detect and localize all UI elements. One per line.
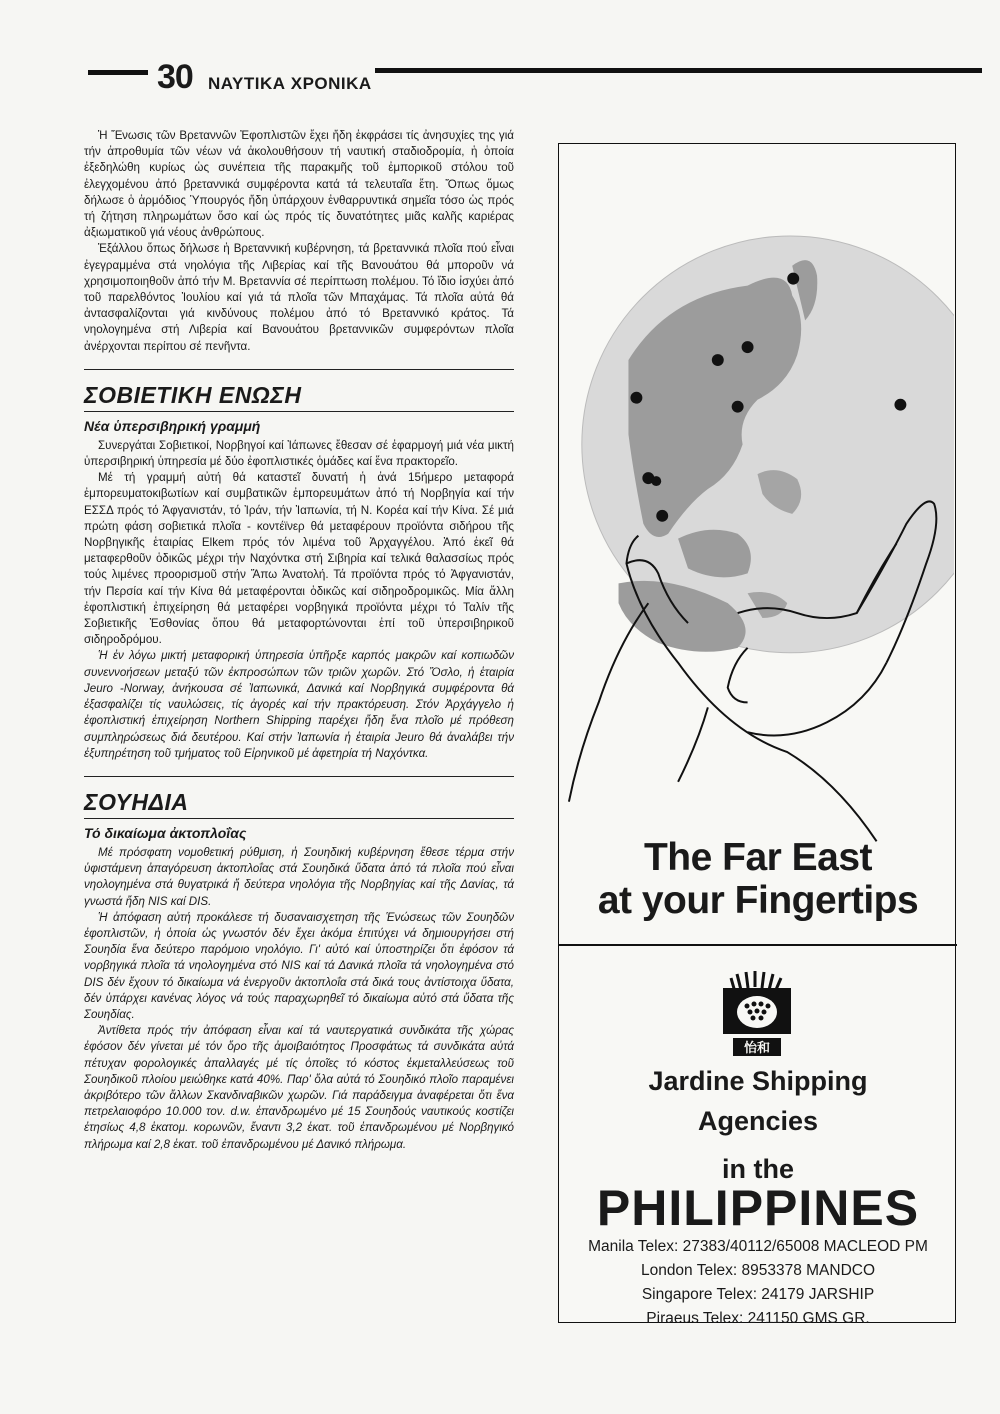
jardine-thistle-logo (719, 970, 795, 1058)
section-divider (84, 369, 514, 370)
ad-country: PHILIPPINES (596, 1180, 920, 1236)
section-paragraph: Μέ πρόσφατη νομοθετική ρύθμιση, ἡ Σουηδική κυβέρνηση ἔθεσε τέρμα στήν ὑφιστάμενη ἀπαγόρευση ἀκτοπλοΐας στά Σουηδικά ὕδατα ἀπό τά πλοῖα πού εἶναι νηολογημένα στά θυγατρικά ἤ δεύτερα νηολόγια τῆς Νορβηγίας καί τῆς Δανίας, τά γνωστά ἤδη NIS καί DIS. (84, 845, 514, 908)
section-title-rule (84, 411, 514, 412)
section-paragraph: Ἀντίθετα πρός τήν ἀπόφαση εἶναι καί τά ναυτεργατικά συνδικάτα τῆς χώρας ἐφόσον δέν γίνεται μέ τόν ὅρο τῆς ἀμοιβαιότητος Προσφάτως τά συνδικάτα αὐτά πέτυχαν φορολογικές ἀπαλλαγές μέ τίς ὁποῖες τό κόστος ἐκμεταλλεύσεως τοῦ Σουηδικοῦ πλοίου μειώθηκε κατά 40%. Παρ' ὅλα αὐτά τό Σουηδικό πλοῖο παραμένει ἀκριβότερο τῶν ἄλλων Σκανδιναβικῶν χωρῶν. Γιά παράδειγμα ἀναφέρεται ὅτι ἕνα πετρελαιοφόρο 10.000 τον. d.w. ἐπανδρωμένο μέ 15 Σουηδούς ναυτικούς κοστίζει ἐτησίως 4,8 ἑκατομ. κορωνῶν, ἔναντι 3,2 ἑκατ. τοῦ ἐπανδρωμένου μέ Νορβηγικό πλήρωμα καί 2,8 ἑκατ. τοῦ ἐπανδρωμένου μέ Δανικό πλήρωμα. (84, 1024, 514, 1151)
page-number: 30 (157, 58, 193, 96)
ad-in-the: in the (722, 1154, 794, 1184)
publication-title: ΝΑΥΤΙΚΑ ΧΡΟΝΙΚΑ (208, 74, 372, 93)
ad-telex-london: London Telex: 8953378 MANDCO (640, 1262, 876, 1279)
ad-headline-line1: The Far East (643, 836, 873, 879)
section-paragraph: Μέ τή γραμμή αὐτή θά καταστεῖ δυνατή ἡ ἀνά 15ήμερο μεταφορά ἐμπορευματοκιβωτίων καί συμβατικῶν ἐμπορευμάτων ἀπό τή Νορβηγία καί τήν ΕΣΣΔ πρός τό Ἀφγανιστάν, τό Ἰράν, τήν Ἰαπωνία, τή Ν. Κορέα καί τήν Κίνα. Σέ μιά πρώτη φάση σοβιετικά πλοῖα - κοντέϊνερ θά μεταφέρουν προϊόντα σιδήρου τῆς Νορβηγικῆς ἑταιρίας Elkem πρός τόν λιμένα τοῦ Ἀρχαγγέλου. Ἀπό ἐκεῖ θά μεταφερθοῦν ὁδικῶς μέχρι τήν Ναχόντκα στή Σιβηρία καί τελικά θαλασσίως πρός τούς λιμένες προορισμοῦ στήν Ἄπω Ἀνατολή. Τά προϊόντα πρός τό Ἀφγανιστάν, τήν Περσία καί τήν Κίνα θά μεταφέρονται ὁδικῶς καί σιδηροδρομικῶς. Μία ἄλλη ἐφοπλιστική ἐπιχείρηση θά μεταφέρει νορβηγικά προϊόντα μέχρι τό Ταλίν τῆς Σοβιετικῆς Ἐσθονίας ὅπου θά μεταφορτώνονται ἐπί τοῦ ὑπερσιβηρικοῦ σιδηροδρόμου. (84, 471, 514, 647)
ad-headline-line2: at your Fingertips (597, 879, 919, 922)
section-subtitle: Τό δικαίωμα ἀκτοπλοΐας (84, 824, 247, 841)
header-rule-right (375, 68, 982, 73)
ad-telex-singapore: Singapore Telex: 24179 JARSHIP (641, 1286, 875, 1303)
ad-telex-piraeus: Piraeus Telex: 241150 GMS GR. (646, 1310, 870, 1327)
section-paragraph: Ἡ ἀπόφαση αὐτή προκάλεσε τή δυσαναισχετηση τῆς Ἑνώσεως τῶν Σουηδῶν ἐφοπλιστῶν, ἡ ὁποία ὡς γνωστόν δέν ἔχει ἀκόμα ἐπιτύχει νά δημιουργήσει στή Σουηδία ἕνα δεύτερο παρόμοιο νηολόγιο. Γι' αὐτό καί ὑποστηρίζει ὅτι ἐφόσον τά νορβηγικά πλοῖα τά νηολογημένα στό NIS καί τά Δανικά πλοῖα τά νηολογημένα στό DIS δέν ἔχουν τό δικαίωμα νά ἐνεργοῦν ἀκτοπλοΐα στά δικά τους ἀντίστοιχα ὕδατα, δέν ὑπάρχει κανένας λόγος νά τούς παραχωρηθεῖ τό δικαίωμα αὐτό στά ὕδατα τῆς Σουηδίας. (84, 910, 514, 1021)
section-title: ΣΟΥΗΔΙΑ (84, 788, 189, 815)
section-title-rule (84, 818, 514, 819)
section-paragraph: Συνεργάται Σοβιετικοί, Νορβηγοί καί Ἰάπωνες ἔθεσαν σέ ἐφαρμογή μιά νέα μικτή ὑπερσιβηρική ὑπηρεσία μέ δύο ἐφοπλιστικές ὁμάδες καί ἕνα πρακτορεῖο. (84, 438, 514, 469)
ad-company-line2: Agencies (697, 1106, 819, 1136)
intro-paragraph: Ἡ Ἕνωσις τῶν Βρεταννῶν Ἐφοπλιστῶν ἔχει ἤδη ἐκφράσει τίς ἀνησυχίες της γιά τήν ἀπροθυμία τῶν νέων νά ἀκολουθήσουν τή ναυτική σταδιοδρομία, ἡ ὁποία ἐξεδηλώθη κυρίως ὡς συνέπεια τῆς παρακμῆς τοῦ ἐμπορικοῦ στόλου τοῦ ἐλεγχομένου ἀπό βρεταννικά συμφέροντα κατά τά τελευταῖα ἔτη. Ὅπως ὅμως δήλωσε ὁ ἁρμόδιος Ὑπουργός ἤδη ὑπάρχουν ἐνθαρρυντικά σημεῖα τόσο ὡς πρός τή ζήτηση πληρωμάτων ὅσο καί ὡς πρός τίς δυνατότητες μιᾶς καλῆς καριέρας ἀξιωματικοῦ γιά νέους ἀνθρώπους. (84, 129, 514, 240)
svg-text:怡和: 怡和 (743, 1041, 771, 1056)
ad-telex-manila: Manila Telex: 27383/40112/65008 MACLEOD PM (588, 1238, 928, 1255)
section-divider (84, 776, 514, 777)
header-rule-left (88, 70, 148, 75)
jardine-advertisement (558, 143, 956, 1327)
globe-illustration (582, 236, 954, 653)
section-paragraph: Ἡ ἐν λόγω μικτή μεταφορική ὑπηρεσία ὑπῆρξε καρπός μακρῶν καί κοπιωδῶν συνεννοήσεων μεταξύ τῶν ἐκπροσώπων τῶν τριῶν χωρῶν. Στό Ὄσλο, ἡ ἑταιρία Jeuro -Norway, ἀνήκουσα σέ Ἰαπωνικά, Δανικά καί Νορβηγικά συμφέροντα θά ἐξασφαλίζει τίς ναυλώσεις, τίς ἀγορές καί τήν πρακτόρευση. Στόν Ἀρχάγγελο ἡ ἐφοπλιστική ἐπιχείρηση Northern Shipping παρέχει ἤδη ἕνα πλοῖο μέ πρόθεση συμπληρώσεως διά δευτέρου. Καί στήν Ἰαπωνία ἡ ἑταιρία Jeuro θά ἀναλάβει τήν ἐξυπηρέτηση τοῦ τμήματος τοῦ Εἰρηνικοῦ μέ ἀφετηρία τή Ναχόντκα. (84, 649, 514, 760)
article-column (84, 128, 514, 1153)
intro-paragraph: Ἐξάλλου ὅπως δήλωσε ἡ Βρεταννική κυβέρνηση, τά βρεταννικά πλοῖα πού εἶναι ἐγεγραμμένα στά νηολόγια τῆς Λιβερίας καί τῆς Βανουάτου θά μποροῦν νά χρησιμοποιηθοῦν ἀπό τήν Μ. Βρεταννία σέ περίπτωση πολέμου. Τό ἴδιο ἰσχύει ἀπό τοῦ παρελθόντος Ἰουλίου καί γιά τά πλοῖα τῶν Μπαχάμας. Τά πλοῖα αὐτά θά ἀντασφαλίζονται γιά κινδύνους πολέμου ἀπό τό Βρεταννικό κράτος. Τά νηολογημένα στή Λιβερία καί Βανουάτου βρεταννικῶν συμφερόντων πλοῖα ἀνέρχονται περίπου σέ πενῆντα. (84, 242, 514, 353)
section-title: ΣΟΒΙΕΤΙΚΗ ΕΝΩΣΗ (84, 381, 302, 408)
section-subtitle: Νέα ὑπερσιβηρική γραμμή (84, 417, 261, 434)
ad-divider (559, 944, 957, 946)
ad-company-line1: Jardine Shipping (648, 1066, 868, 1096)
globe-in-hand-illustration (559, 144, 954, 844)
